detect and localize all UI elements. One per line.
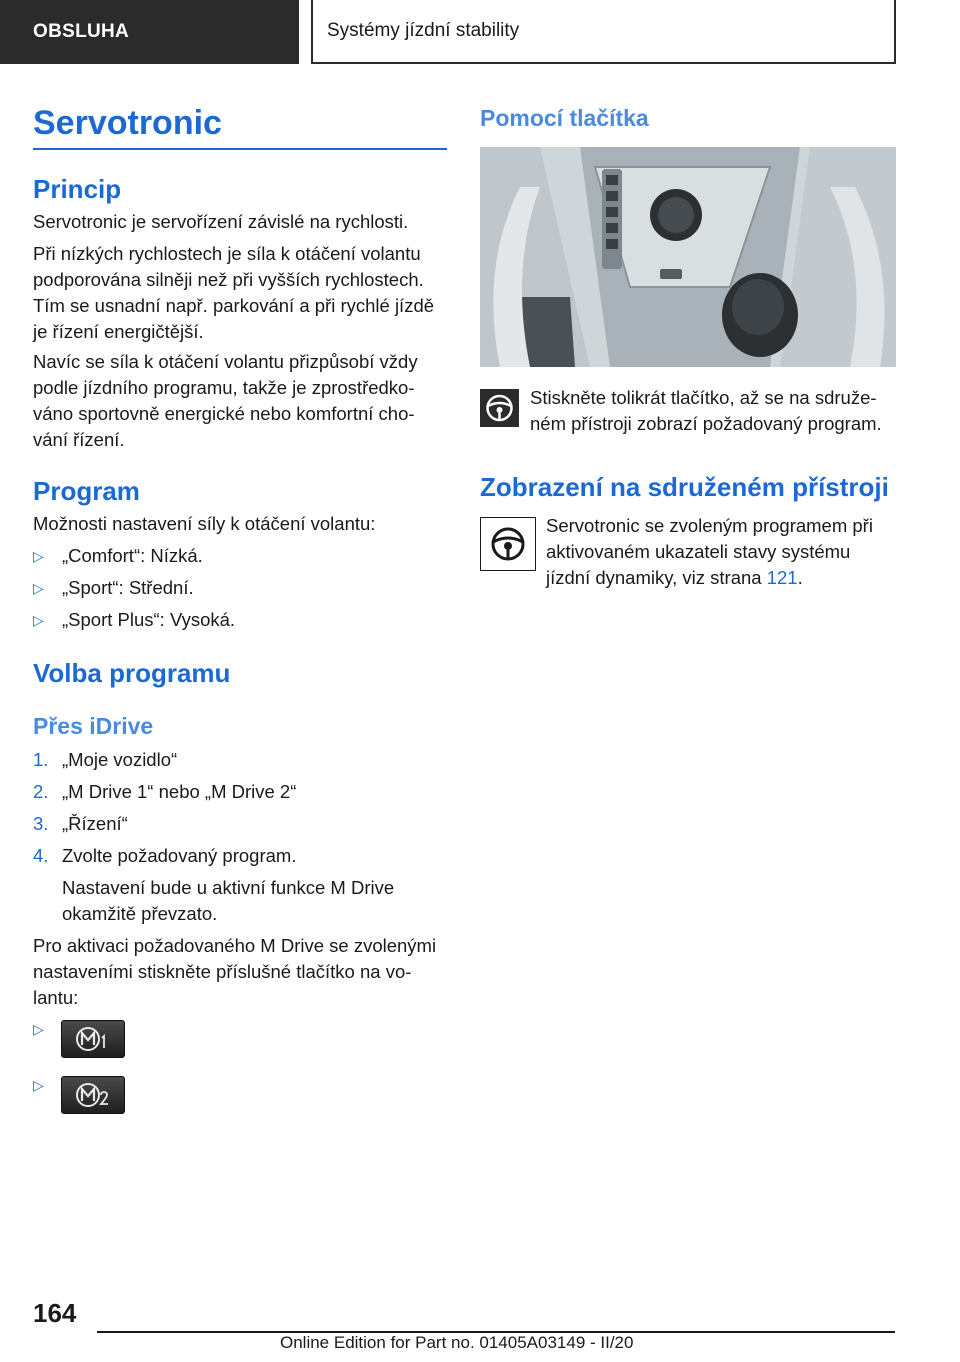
page-title: Servotronic <box>33 98 447 150</box>
triangle-bullet-icon: ▷ <box>33 612 44 628</box>
button-section-heading: Pomocí tlačítka <box>480 105 649 131</box>
triangle-bullet-icon: ▷ <box>33 1021 44 1037</box>
principle-text-1: Servotronic je servořízení závislé na rychlosti. <box>33 211 409 232</box>
display-section-heading: Zobrazení na sdruženém přístroji <box>480 472 889 502</box>
page-reference-link[interactable]: 121 <box>766 567 798 588</box>
steering-wheel-indicator-icon <box>480 517 536 571</box>
selection-heading: Volba programu <box>33 658 231 688</box>
steering-wheel-outline-glyph <box>481 518 535 570</box>
edition-info: Online Edition for Part no. 01405A03149 - II/20 <box>280 1333 634 1352</box>
section-label: OBSLUHA <box>0 0 299 64</box>
program-intro: Možnosti nastavení síly k otáčení volantu: <box>33 513 376 534</box>
page-header <box>0 0 960 66</box>
page-number: 164 <box>33 1298 77 1328</box>
triangle-bullet-icon: ▷ <box>33 1077 44 1093</box>
center-console-image <box>480 147 896 367</box>
triangle-bullet-icon: ▷ <box>33 580 44 596</box>
idrive-heading: Přes iDrive <box>33 713 154 739</box>
m1-button-icon <box>61 1020 125 1058</box>
m2-icon <box>62 1077 124 1113</box>
center-console-photo <box>480 147 896 367</box>
m1-icon <box>62 1021 124 1057</box>
program-heading: Program <box>33 476 140 506</box>
chapter-title: Systémy jízdní stability <box>311 0 896 64</box>
steering-wheel-icon <box>480 389 519 427</box>
principle-heading: Princip <box>33 174 122 204</box>
triangle-bullet-icon: ▷ <box>33 548 44 564</box>
m2-button-icon <box>61 1076 125 1114</box>
steering-wheel-glyph <box>480 389 519 427</box>
